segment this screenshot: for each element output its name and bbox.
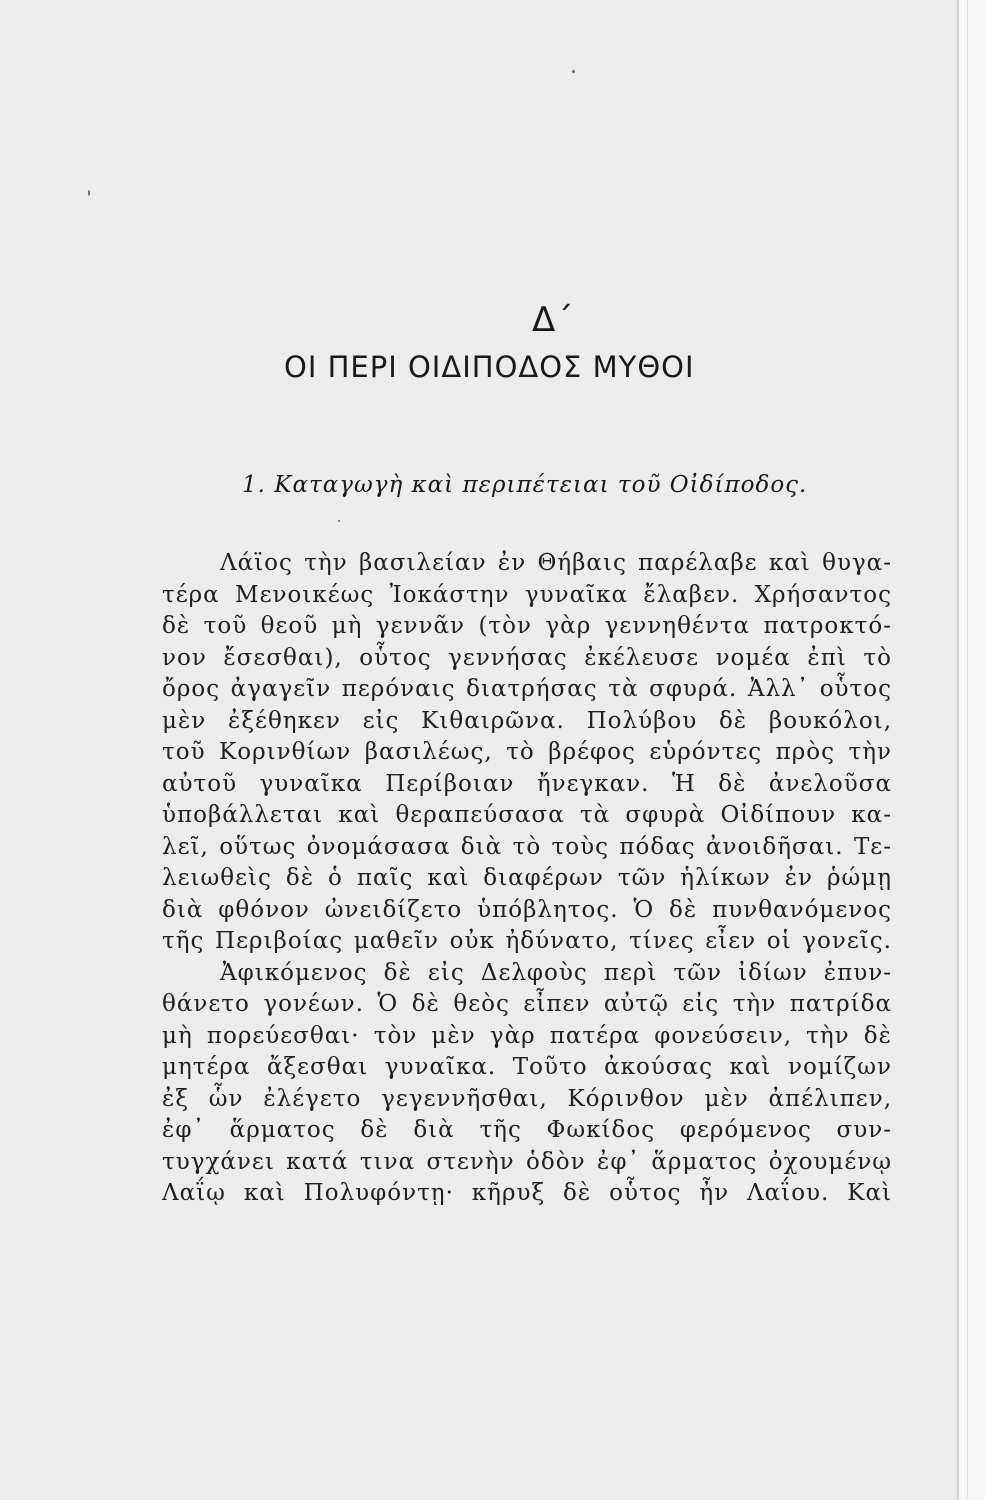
text-line: αὐτοῦ γυναῖκα Περίβοιαν ἤνεγκαν. Ἡ δὲ ἀνελοῦσα [162, 770, 892, 797]
chapter-title: ΟΙ ΠΕΡΙ ΟΙΔΙΠΟΔΟΣ ΜΥΘΟΙ [284, 350, 695, 384]
page-edge-line [967, 0, 968, 1500]
text-line: διὰ φθόνον ὠνειδίζετο ὑπόβλητος. Ὁ δὲ πυνθανόμενος [162, 896, 892, 923]
text-line: νον ἔσεσθαι), οὗτος γεννήσας ἐκέλευσε νομέα ἐπὶ τὸ [162, 644, 892, 671]
text-line: Ἀφικόμενος δὲ εἰς Δελφοὺς περὶ τῶν ἰδίων ἐπυν- [220, 959, 892, 986]
text-line: τοῦ Κορινθίων βασιλέως, τὸ βρέφος εὑρόντες πρὸς τὴν [162, 739, 892, 765]
text-line: λειωθεὶς δὲ ὁ παῖς καὶ διαφέρων τῶν ἡλίκων ἐν ῥώμῃ [162, 865, 892, 891]
text-line: Λάϊος τὴν βασιλείαν ἐν Θήβαις παρέλαβε καὶ θυγα- [220, 550, 892, 576]
text-line: μητέρα ἄξεσθαι γυναῖκα. Τοῦτο ἀκούσας καὶ νομίζων [162, 1054, 892, 1080]
text-line: τῆς Περιβοίας μαθεῖν οὐκ ἠδύνατο, τίνες εἶεν οἱ γονεῖς. [162, 928, 892, 954]
text-line: ὑποβάλλεται καὶ θεραπεύσασα τὰ σφυρὰ Οἰδίπουν κα- [162, 802, 892, 828]
text-line: ἐφ᾽ ἅρματος δὲ διὰ τῆς Φωκίδος φερόμενος συν- [162, 1117, 892, 1143]
text-line: δὲ τοῦ θεοῦ μὴ γεννᾶν (τὸν γὰρ γεννηθέντα πατροκτό- [162, 613, 892, 639]
chapter-number: Δ΄ [532, 300, 575, 340]
paper-speck [88, 190, 90, 196]
text-line: θάνετο γονέων. Ὁ δὲ θεὸς εἶπεν αὐτῷ εἰς τὴν πατρίδα [162, 991, 892, 1017]
text-line: μὲν ἐξέθηκεν εἰς Κιθαιρῶνα. Πολύβου δὲ βουκόλοι, [162, 707, 892, 734]
text-line: ἐξ ὧν ἐλέγετο γεγεννῆσθαι, Κόρινθον μὲν ἀπέλιπεν, [162, 1085, 892, 1112]
paper-speck [338, 520, 340, 522]
text-line: λεῖ, οὕτως ὀνομάσασα διὰ τὸ τοὺς πόδας ἀνοιδῆσαι. Τε- [162, 833, 892, 860]
section-heading: 1. Καταγωγὴ καὶ περιπέτειαι τοῦ Οἰδίποδος. [242, 472, 808, 498]
text-line: τέρα Μενοικέως Ἰοκάστην γυναῖκα ἔλαβεν. Χρήσαντος [162, 581, 892, 608]
page-edge [957, 0, 985, 1500]
body-text [162, 548, 892, 1210]
text-line: μὴ πορεύεσθαι· τὸν μὲν γὰρ πατέρα φονεύσειν, τὴν δὲ [162, 1022, 892, 1049]
text-line: τυγχάνει κατά τινα στενὴν ὁδὸν ἐφ᾽ ἅρματος ὀχουμένῳ [162, 1148, 892, 1175]
text-line: ὄρος ἀγαγεῖν περόναις διατρήσας τὰ σφυρά. Ἀλλ᾽ οὗτος [162, 676, 892, 702]
text-line: Λαΐῳ καὶ Πολυφόντῃ· κῆρυξ δὲ οὗτος ἦν Λαΐου. Καὶ [162, 1180, 892, 1206]
paper-speck [572, 70, 575, 73]
